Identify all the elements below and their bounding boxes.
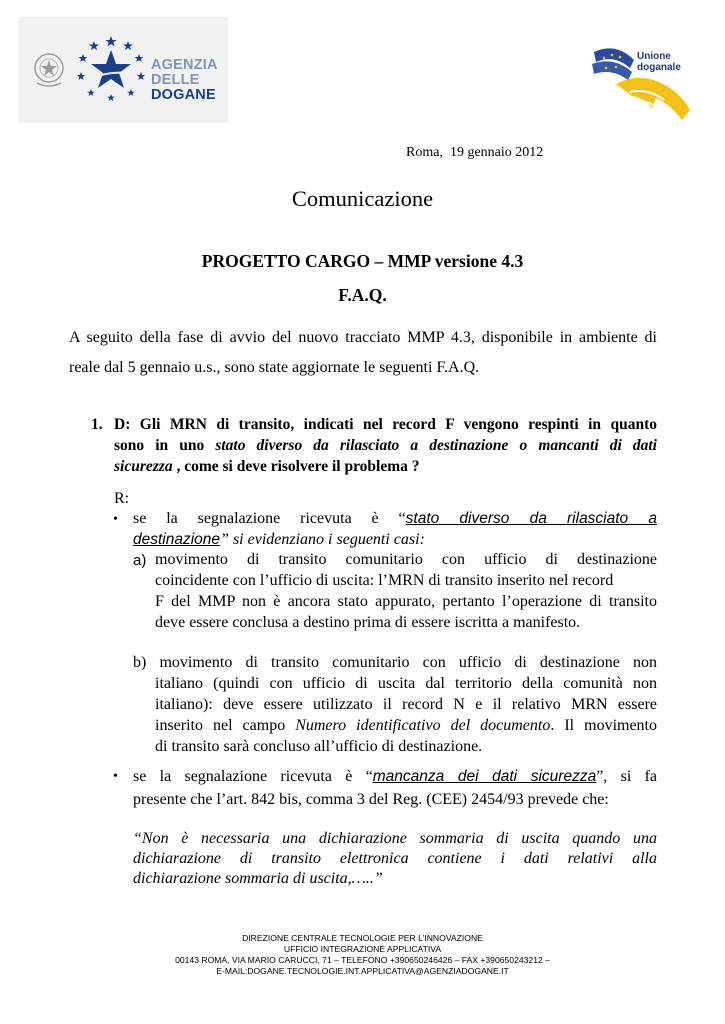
question-line-2-start: sono in uno — [114, 437, 216, 454]
union-logo-word-1: Unione — [637, 51, 671, 62]
case-b-line-3: italiano): deve essere utilizzato il record N e il relativo MRN essere — [155, 696, 657, 713]
answer-label: R: — [114, 490, 130, 507]
case-b-line-4 — [155, 717, 657, 735]
case-b-line-4-italic: Numero identificativo del documento — [295, 717, 551, 734]
quote-line-3: dichiarazione sommaria di uscita,…..” — [133, 870, 383, 887]
quote-line-1: “Non è necessaria una dichiarazione sommaria di uscita quando una — [133, 830, 657, 847]
bullet2-quote: mancanza dei dati sicurezza — [372, 768, 597, 785]
document-title: Comunicazione — [291, 186, 434, 211]
bullet1-quote-part1: stato diverso da rilasciato a — [405, 510, 657, 527]
case-a-line-2: coincidente con l’ufficio di uscita: l’MRN di transito inserito nel record — [155, 572, 614, 589]
eu-star-ring-icon — [74, 34, 148, 104]
bullet-icon: • — [113, 769, 118, 784]
question-number: 1. — [91, 416, 103, 433]
case-a-label: a) — [133, 552, 147, 569]
bullet1-line-1 — [133, 510, 657, 528]
document-date: Roma, 19 gennaio 2012 — [406, 145, 544, 160]
footer-department: DIREZIONE CENTRALE TECNOLOGIE PER L’INNOVAZIONE — [242, 933, 483, 943]
bullet1-suffix: ” si evidenziano i seguenti casi: — [220, 531, 425, 548]
bullet1-prefix: se la segnalazione ricevuta è “ — [133, 510, 406, 527]
bullet2-line-2: presente che l’art. 842 bis, comma 3 del Reg. (CEE) 2454/93 prevede che: — [133, 791, 609, 808]
question-line-3-italic: sicurezza — [114, 458, 173, 475]
question-line-3 — [114, 458, 420, 476]
question-line-2-italic: stato diverso da rilasciato a destinazione o mancanti di dati — [215, 437, 657, 454]
case-b-line-2: italiano (quindi con ufficio di uscita dal territorio della comunità non — [155, 675, 657, 692]
document-subtitle: PROGETTO CARGO – MMP versione 4.3 — [201, 251, 524, 271]
bullet2-prefix: se la segnalazione ricevuta è “ — [133, 768, 373, 785]
case-a-line-1: movimento di transito comunitario con ufficio di destinazione — [155, 551, 657, 568]
footer-office: UFFICIO INTEGRAZIONE APPLICATIVA — [283, 944, 442, 954]
union-logo-word-2: doganale — [637, 62, 681, 73]
agency-logo-word-1: AGENZIA — [151, 57, 218, 73]
bullet-icon: • — [113, 512, 118, 527]
bullet1-quote-part2: destinazione — [133, 531, 221, 548]
quote-line-2: dichiarazione di transito elettronica contiene i dati relativi alla — [133, 850, 657, 867]
question-line-2 — [114, 437, 657, 455]
footer-email: E-MAIL:DOGANE.TECNOLOGIE.INT.APPLICATIVA@AGENZIADOGANE.IT — [216, 966, 509, 976]
bullet2-suffix: ”, si fa — [596, 768, 658, 785]
intro-line-1: A seguito della fase di avvio del nuovo tracciato MMP 4.3, disponibile in ambiente di — [69, 329, 657, 346]
bullet2-line-1 — [133, 768, 657, 786]
agency-logo-word-2: DELLE — [151, 72, 200, 88]
intro-line-2: reale dal 5 gennaio u.s., sono state aggiornate le seguenti F.A.Q. — [69, 359, 480, 376]
question-line-1: D: Gli MRN di transito, indicati nel record F vengono respinti in quanto — [114, 416, 657, 433]
case-b-line-5: di transito sarà concluso all’ufficio di destinazione. — [155, 738, 483, 755]
bullet1-line-2 — [133, 531, 425, 549]
case-a-line-3: F del MMP non è ancora stato appurato, pertanto l’operazione di transito — [155, 593, 657, 610]
case-b-line-4-start: inserito nel campo — [155, 717, 296, 734]
republic-emblem-icon — [32, 49, 66, 89]
question-line-3-end: , come si deve risolvere il problema ? — [172, 458, 420, 475]
document-faq-heading: F.A.Q. — [338, 285, 387, 305]
case-b-line-4-end: . Il movimento — [550, 717, 658, 734]
case-b-line-1: b) movimento di transito comunitario con ufficio di destinazione non — [133, 654, 657, 671]
case-a-line-4: deve essere conclusa a destino prima di essere iscritta a manifesto. — [155, 614, 581, 631]
footer-address: 00143 ROMA, VIA MARIO CARUCCI, 71 – TELEFONO +390650246426 – FAX +390650243212 – — [175, 955, 550, 965]
agency-logo-word-3: DOGANE — [151, 87, 216, 103]
